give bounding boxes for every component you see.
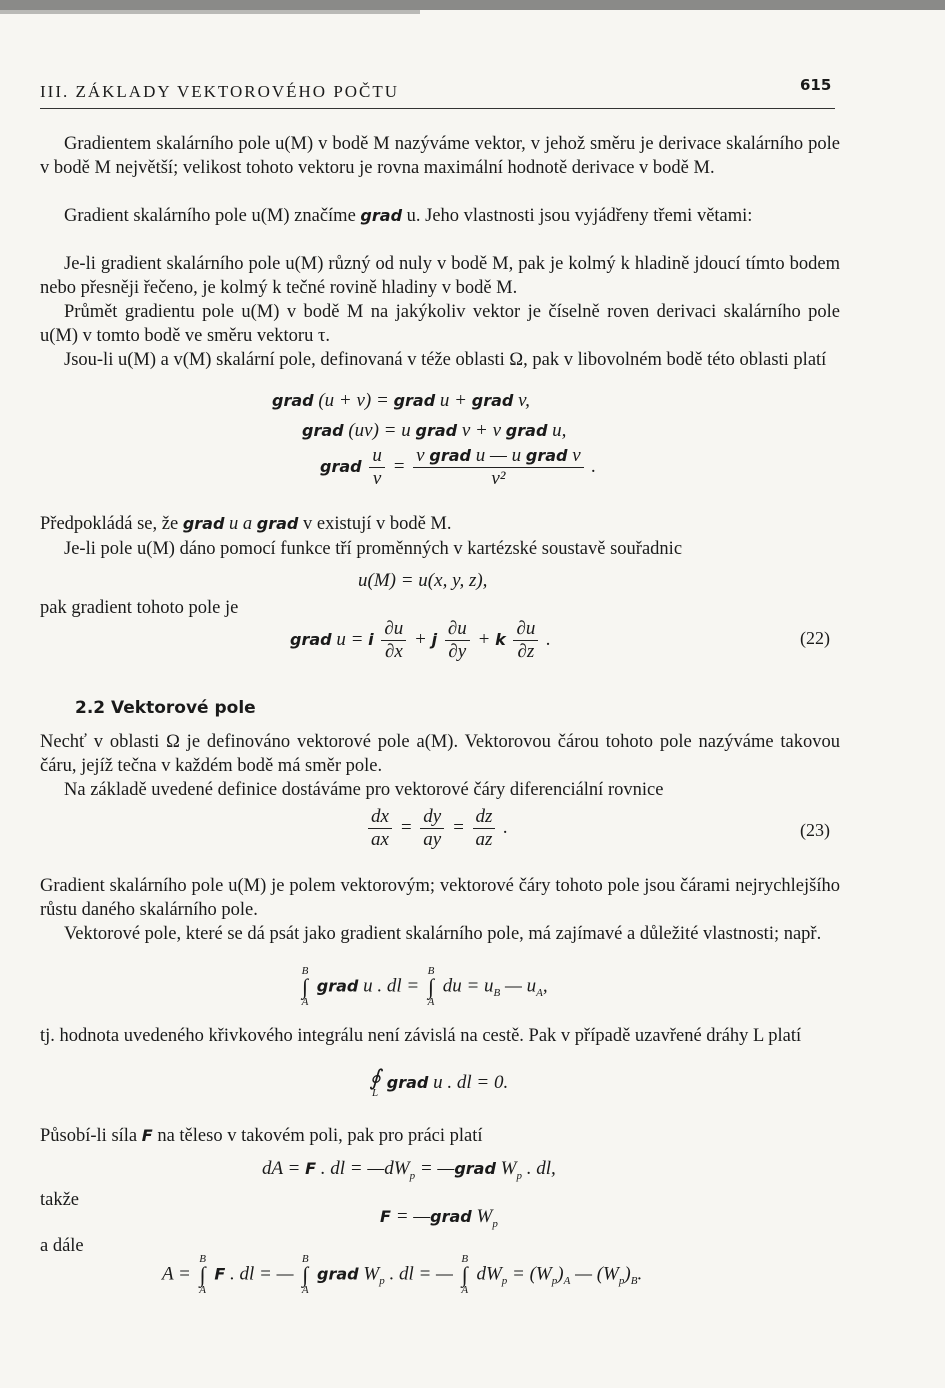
force-vector: F xyxy=(141,1126,153,1145)
grad-operator: grad xyxy=(415,421,458,440)
grad-operator: grad xyxy=(256,514,299,533)
eq-text: u + xyxy=(435,390,472,411)
grad-operator: grad xyxy=(302,421,344,440)
eq-text: (uv) = u xyxy=(348,420,416,441)
grad-operator: grad xyxy=(272,391,314,410)
equation-grad-quotient: grad $\frac{u}{v}$ = $\frac{\text{v grad u — u grad v}}{\text{v²}}$ . xyxy=(320,445,597,489)
numerator: u xyxy=(372,445,382,466)
paragraph-gradient-notation xyxy=(40,204,840,228)
paragraph-cartesian: Je-li pole u(M) dáno pomocí funkce tří proměnných v kartézské soustavě souřadnic xyxy=(64,539,683,559)
header-rule xyxy=(40,108,835,109)
unit-vector-k: k xyxy=(495,629,506,649)
equation-number-23: (23) xyxy=(800,820,830,840)
integral-sign: B ∫ A xyxy=(461,1253,469,1296)
fraction-du-dz: $\frac{\partial u}{\partial z}$ xyxy=(513,618,538,663)
equation-grad-sum xyxy=(272,390,530,412)
text: u. Jeho vlastnosti jsou vyjádřeny třemi větami: xyxy=(402,206,753,226)
grad-operator: grad xyxy=(471,391,514,410)
word-takze: takže xyxy=(40,1190,80,1210)
equation-grad-product xyxy=(302,420,566,442)
integral-sign: B ∫ A xyxy=(301,1253,309,1296)
eq-text: v, xyxy=(513,390,530,411)
fraction-du-dy: $\frac{\partial u}{\partial y}$ xyxy=(445,618,470,663)
equation-force: F = —grad $W_p$ xyxy=(380,1206,498,1230)
denominator: v² xyxy=(413,467,583,490)
eq-text: (u + v) = xyxy=(318,390,394,411)
fraction-dy-ay: $\frac{dy}{ay}$ xyxy=(420,806,444,851)
equation-22: grad u = i $\frac{\partial u}{\partial x}$ + j $\frac{\partial u}{\partial y}$ + k $\frac{\partial u}{\partial z}$ . xyxy=(290,618,551,662)
eq-text: u, xyxy=(547,420,567,441)
eq-text: v + v xyxy=(457,420,506,441)
unit-vector-i: i xyxy=(368,629,374,649)
grad-operator: grad xyxy=(316,976,359,996)
grad-operator: grad xyxy=(393,391,436,410)
paragraph-differential-equations: Na základě uvedené definice dostáváme pro vektorové čáry diferenciální rovnice xyxy=(64,780,664,800)
paragraph-theorem-1: Je-li gradient skalárního pole u(M) různý od nuly v bodě M, pak je kolmý k hladině jdoucí tímto bodem nebo přesněji řečeno, je kolmý k tečné rovině hladiny v bodě M. xyxy=(40,254,840,298)
grad-operator: grad xyxy=(429,446,471,465)
unit-vector-j: j xyxy=(431,629,438,649)
paragraph-theorem-2: Průmět gradientu pole u(M) v bodě M na jakýkoliv vektor je číselně roven derivaci skalárního pole u(M) v tomto bodě ve směru vektoru τ. xyxy=(40,302,840,346)
closed-integral-sign: ∮ L xyxy=(369,1065,381,1099)
fraction-quotient-rule xyxy=(413,445,583,490)
text: Gradient skalárního pole u(M) značíme xyxy=(64,206,361,226)
grad-operator: grad xyxy=(320,456,362,476)
word-a-dale: a dále xyxy=(40,1236,84,1256)
paragraph-force-work: Působí-li síla F na těleso v takovém poli, pak pro práci platí xyxy=(40,1126,483,1146)
paragraph-gradient-definition: Gradientem skalárního pole u(M) v bodě M nazýváme vektor, v jehož směru je derivace skalárního pole v bodě M největší; velikost tohoto vektoru je rovna maximální hodnotě derivace v bodě M. xyxy=(40,134,840,178)
integral-sign: B ∫ A xyxy=(427,965,435,1008)
fraction-dx-ax: $\frac{dx}{ax}$ xyxy=(368,806,392,851)
equation-23: $\frac{dx}{ax}$ = $\frac{dy}{ay}$ = $\frac{dz}{az}$ . xyxy=(365,806,508,851)
integral-sign: B ∫ A xyxy=(301,965,309,1008)
paragraph-vector-field-definition: Nechť v oblasti Ω je definováno vektorové pole a(M). Vektorovou čárou tohoto pole nazýváme takovou čáru, jejíž tečna v každém bodě má směr pole. xyxy=(40,732,840,776)
equation-line-integral: B ∫ A grad u . dl = B ∫ A du = $u_B$ — $u_A$, xyxy=(298,966,548,1008)
numerator: v grad u — u grad v xyxy=(416,445,581,466)
paragraph-gradient-is-vector-field: Gradient skalárního pole u(M) je polem vektorovým; vektorové čáry tohoto pole jsou čárami nejrychlejšího růstu daného skalárního pole. xyxy=(40,876,840,920)
section-heading: 2.2 Vektorové pole xyxy=(75,698,256,718)
denominator: v xyxy=(369,467,385,490)
paragraph-properties: Vektorové pole, které se dá psát jako gradient skalárního pole, má zajímavé a důležité vlastnosti; např. xyxy=(64,924,822,944)
grad-operator: grad xyxy=(525,446,568,465)
grad-operator: grad xyxy=(290,629,332,649)
grad-operator: grad xyxy=(386,1072,429,1092)
grad-operator: grad xyxy=(360,206,403,225)
paragraph-path-independence: tj. hodnota uvedeného křivkového integrálu není závislá na cestě. Pak v případě uzavřené dráhy L platí xyxy=(40,1026,802,1046)
equation-work: dA = F . dl = $—dW_p$ = —grad $W_p$ . dl, xyxy=(262,1158,556,1182)
fraction-u-over-v xyxy=(369,445,385,490)
paragraph-then-gradient: pak gradient tohoto pole je xyxy=(40,598,239,618)
grad-operator: grad xyxy=(505,421,548,440)
equation-work-integral: A = B ∫ A F . dl = — B ∫ A grad $W_p$ . dl = — B ∫ A $dW_p = (W_p)_A$ — $(W_p)_B$. xyxy=(162,1253,643,1296)
paragraph-theorem-3: Jsou-li u(M) a v(M) skalární pole, definovaná v téže oblasti Ω, pak v libovolném bodě této oblasti platí xyxy=(64,350,827,370)
fraction-dz-az: $\frac{dz}{az}$ xyxy=(473,806,496,851)
running-title: III. ZÁKLADY VEKTOROVÉHO POČTU xyxy=(40,82,400,101)
paragraph-assumption: Předpokládá se, že grad u a grad v existují v bodě M. xyxy=(40,514,452,534)
equation-number-22: (22) xyxy=(800,628,830,648)
page-number: 615 xyxy=(800,76,832,94)
fraction-du-dx: $\frac{\partial u}{\partial x}$ xyxy=(381,618,406,663)
equation-closed-integral: ∮ L grad u . dl = 0. xyxy=(369,1065,509,1099)
integral-sign: B ∫ A xyxy=(199,1253,206,1296)
grad-operator: grad xyxy=(182,514,225,533)
equation-u-xyz: u(M) = u(x, y, z), xyxy=(358,570,488,591)
